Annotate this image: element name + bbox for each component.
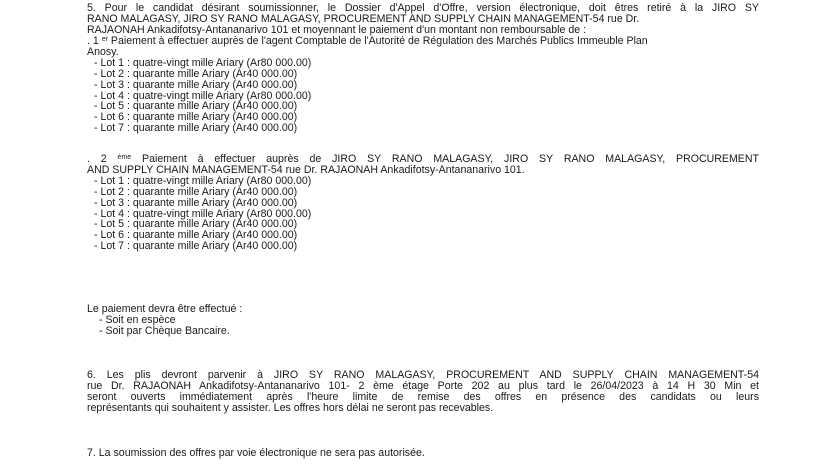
payment-1-prefix: . 1: [87, 35, 102, 47]
payment-1-lot-4: - Lot 4 : quatre-vingt mille Ariary (Ar80 000.00): [94, 89, 312, 102]
section-6-line-4: représentants qui souhaitent y assister. Les offres hors délai ne seront pas recevables.: [87, 401, 494, 414]
payment-1-lot-3: - Lot 3 : quarante mille Ariary (Ar40 000.00): [94, 78, 298, 91]
payment-2-block: [87, 154, 759, 252]
payment-2-lot-7: - Lot 7 : quarante mille Ariary (Ar40 000.00): [94, 240, 298, 253]
payment-2-text: Paiement à effectuer auprès de JIRO SY RANO MALAGASY, JIRO SY RANO MALAGASY, PROCUREMENT: [131, 153, 759, 165]
section-5-line-3: RAJAONAH Ankadifotsy-Antananarivo 101 et moyennant le paiement d'un montant non remboursable de :: [87, 23, 587, 36]
payment-2-lot-2: - Lot 2 : quarante mille Ariary (Ar40 000.00): [94, 185, 298, 198]
payment-2-text-line-2: AND SUPPLY CHAIN MANAGEMENT-54 rue Dr. RAJAONAH Ankadifotsy-Antananarivo 101.: [87, 163, 525, 176]
payment-1-text-line-2: Anosy.: [87, 45, 119, 58]
payment-2-lot-6: - Lot 6 : quarante mille Ariary (Ar40 000.00): [94, 229, 298, 242]
payment-2-lot-4: - Lot 4 : quatre-vingt mille Ariary (Ar80 000.00): [94, 207, 312, 220]
payment-option-cash: - Soit en espèce: [99, 313, 176, 326]
payment-2-lot-5: - Lot 5 : quarante mille Ariary (Ar40 000.00): [94, 218, 298, 231]
payment-1-lot-5: - Lot 5 : quarante mille Ariary (Ar40 000.00): [94, 100, 298, 113]
payment-1-lot-2: - Lot 2 : quarante mille Ariary (Ar40 000.00): [94, 67, 298, 80]
section-6-line-1: 6. Les plis devront parvenir à JIRO SY RANO MALAGASY, PROCUREMENT AND SUPPLY CHAIN MANAGEMENT-54: [87, 369, 759, 381]
section-7: [87, 448, 759, 459]
payment-1-lot-7: - Lot 7 : quarante mille Ariary (Ar40 000.00): [94, 122, 298, 135]
section-6-line-2: rue Dr. RAJAONAH Ankadifotsy-Antananarivo 101- 2 ème étage Porte 202 au plus tard le 26/04/2023 à 14 H 30 Min et: [87, 379, 759, 392]
payment-2-lot-3: - Lot 3 : quarante mille Ariary (Ar40 000.00): [94, 196, 298, 209]
payment-2-lot-1: - Lot 1 : quatre-vingt mille Ariary (Ar80 000.00): [94, 174, 312, 187]
section-6-line-3: seront ouverts immédiatement après l'heure limite de remise des offres en présence des candidats ou leurs: [87, 390, 759, 403]
payment-method-heading: Le paiement devra être effectué :: [87, 303, 243, 315]
section-5-intro: [87, 3, 759, 36]
section-7-text: 7. La soumission des offres par voie électronique ne sera pas autorisée.: [87, 447, 425, 459]
section-5-line-1: 5. Pour le candidat désirant soumissionner, le Dossier d'Appel d'Offre, version électronique, doit êtres retiré à la JIRO SY: [87, 2, 759, 14]
payment-option-cheque: - Soit par Chèque Bancaire.: [99, 324, 230, 337]
payment-1-heading: [87, 36, 759, 47]
section-5-line-2: RANO MALAGASY, JIRO SY RANO MALAGASY, PROCUREMENT AND SUPPLY CHAIN MANAGEMENT-54 rue Dr.: [87, 12, 640, 25]
payment-1-lot-6: - Lot 6 : quarante mille Ariary (Ar40 000.00): [94, 111, 298, 124]
payment-1-ordinal: er: [101, 36, 108, 43]
payment-method-block: [87, 304, 759, 337]
payment-1-block: [87, 36, 759, 134]
payment-1-text: Paiement à effectuer auprès de l'agent Comptable de l'Autorité de Régulation des Marchés Publics Immeuble Plan: [107, 35, 648, 47]
section-6: [87, 370, 759, 414]
payment-2-prefix: . 2: [87, 153, 118, 165]
payment-1-lot-1: - Lot 1 : quatre-vingt mille Ariary (Ar80 000.00): [94, 56, 312, 69]
payment-2-ordinal: ème: [117, 154, 132, 161]
